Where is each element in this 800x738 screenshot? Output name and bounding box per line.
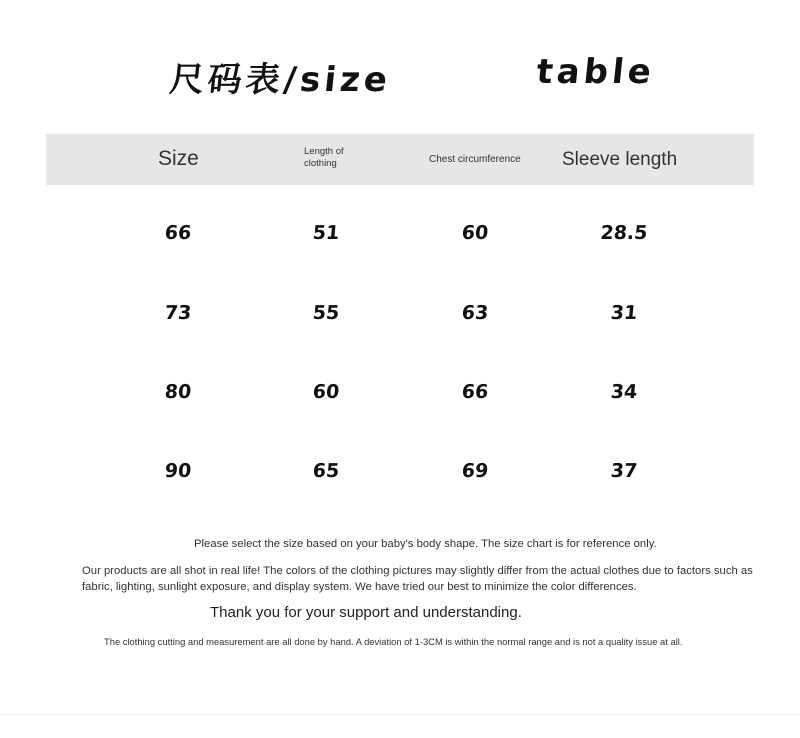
header-size: Size: [158, 147, 199, 170]
cell-size: 66: [163, 222, 193, 244]
cell-chest: 69: [460, 460, 490, 482]
cell-sleeve: 31: [609, 302, 639, 324]
size-chart-title: [167, 52, 657, 104]
cell-chest: 60: [460, 222, 490, 244]
title-left: 尺码表/size: [167, 60, 394, 100]
table-row: [0, 460, 800, 500]
cell-sleeve: 34: [609, 381, 639, 403]
title-right: table: [534, 52, 657, 92]
thanks-note: Thank you for your support and understanding.: [210, 604, 522, 621]
cell-sleeve: 28.5: [599, 222, 649, 244]
header-length: Length of clothing: [304, 146, 344, 169]
cell-length: 60: [311, 381, 341, 403]
cell-length: 55: [311, 302, 341, 324]
header-sleeve: Sleeve length: [562, 149, 678, 170]
bottom-divider: [0, 714, 800, 715]
cell-size: 73: [163, 302, 193, 324]
table-row: [0, 381, 800, 421]
cell-sleeve: 37: [609, 460, 639, 482]
table-row: [0, 302, 800, 342]
table-row: [0, 222, 800, 262]
cell-size: 90: [163, 460, 193, 482]
cell-length: 65: [311, 460, 341, 482]
cell-chest: 63: [460, 302, 490, 324]
header-chest: Chest circumference: [429, 154, 521, 165]
measurement-note: The clothing cutting and measurement are all done by hand. A deviation of 1-3CM is within the normal range and is not a quality issue at all.: [104, 636, 683, 647]
size-selection-note: Please select the size based on your baby's body shape. The size chart is for reference only.: [194, 538, 657, 550]
color-difference-note: Our products are all shot in real life! The colors of the clothing pictures may slightly differ from the actual clothes due to factors such as fabric, lighting, sunlight exposure, and display system. We have tried our best to minimize the color differences.: [82, 565, 753, 593]
cell-size: 80: [163, 381, 193, 403]
table-header: [46, 134, 754, 185]
cell-chest: 66: [460, 381, 490, 403]
cell-length: 51: [311, 222, 341, 244]
